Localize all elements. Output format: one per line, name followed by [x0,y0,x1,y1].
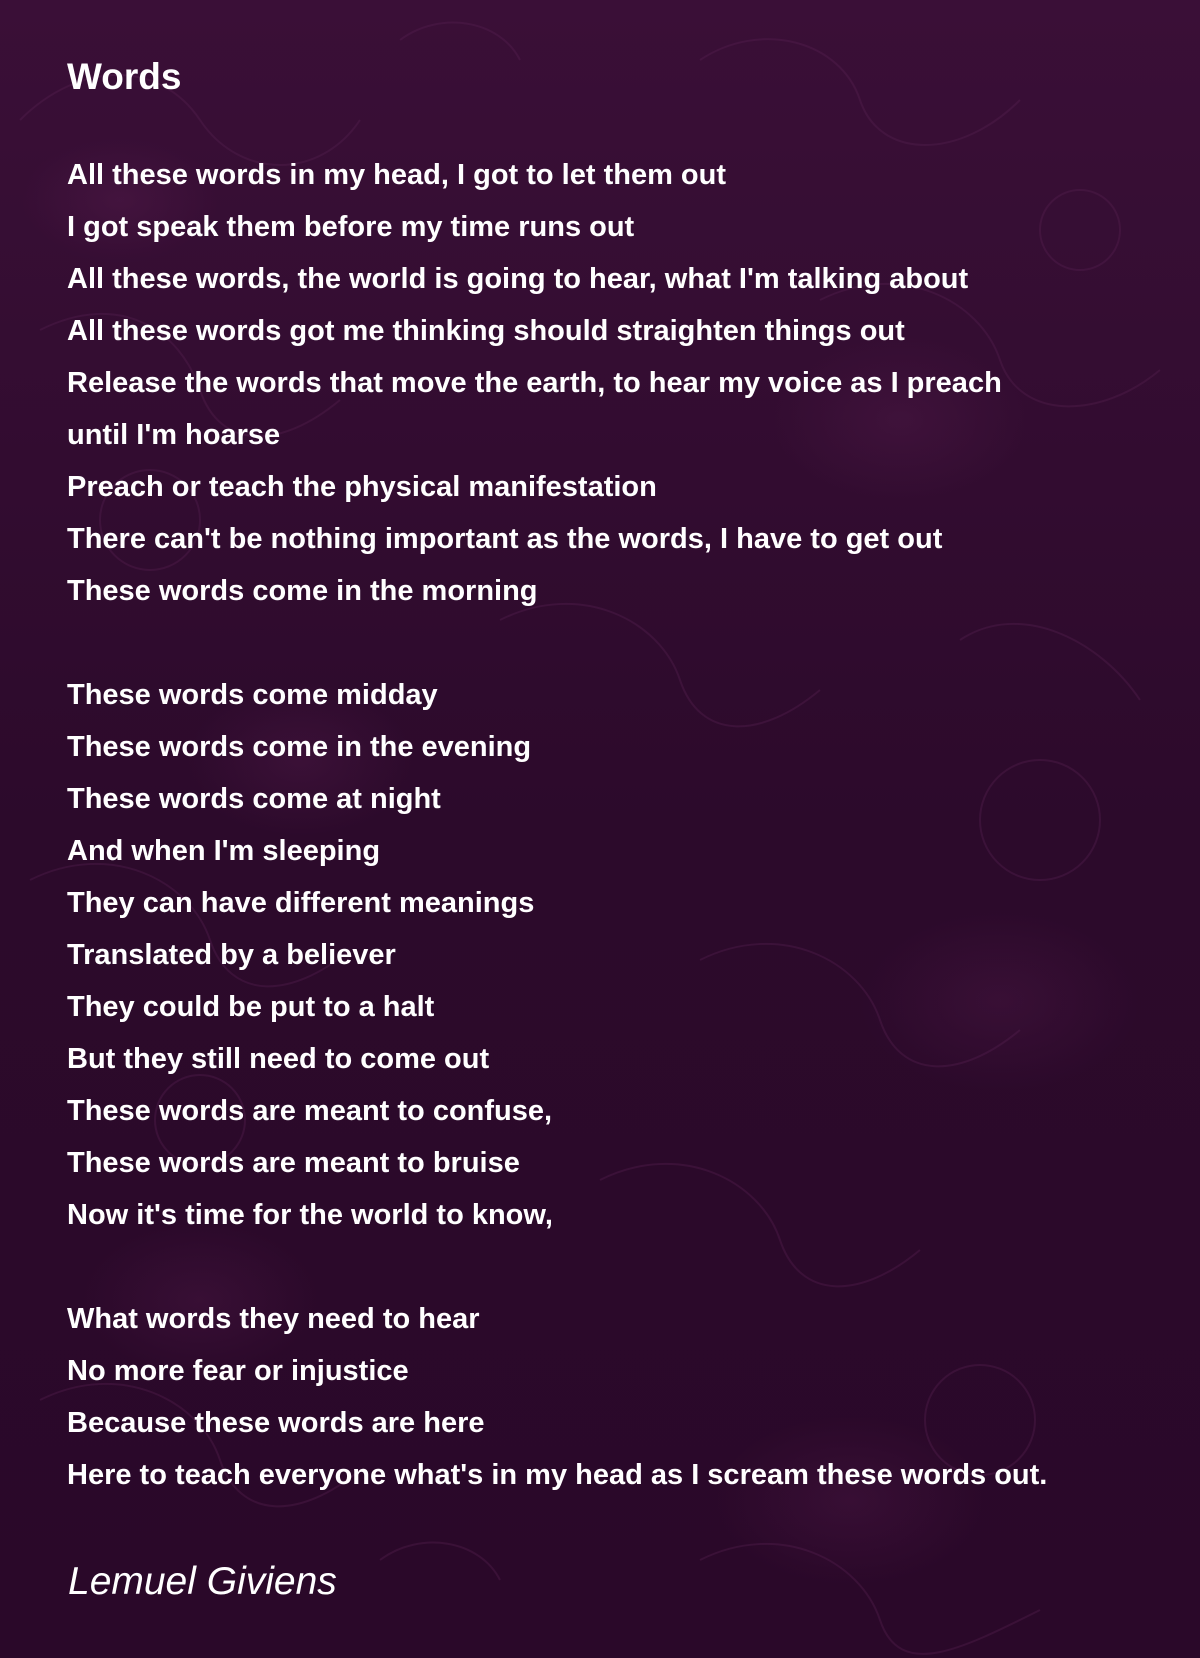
poem-title: Words [67,56,182,97]
poem-line: Release the words that move the earth, to hear my voice as I preach [67,367,1002,399]
poem-line: There can't be nothing important as the words, I have to get out [67,523,943,555]
stanza-break [67,1241,1187,1293]
poem-body [67,149,1187,1501]
stanza-3 [67,1293,1187,1501]
poem-line: And when I'm sleeping [67,835,381,867]
poem-line: Preach or teach the physical manifestation [67,471,657,503]
poem-line: These words come in the morning [67,575,538,607]
poem-line: They could be put to a halt [67,991,435,1023]
stanza-1 [67,149,1187,617]
poem-line: These words come at night [67,783,441,815]
poem-line: All these words got me thinking should straighten things out [67,315,905,347]
poem-line: These words are meant to confuse, [67,1095,553,1127]
poem-line: They can have different meanings [67,887,535,919]
poem-line: until I'm hoarse [67,419,281,451]
poem-line: Because these words are here [67,1407,485,1439]
poem-line: All these words, the world is going to hear, what I'm talking about [67,263,969,295]
poem-line: All these words in my head, I got to let them out [67,159,726,191]
poem-line: But they still need to come out [67,1043,490,1075]
poem-line: These words are meant to bruise [67,1147,520,1179]
stanza-break [67,617,1187,669]
poem-line: What words they need to hear [67,1303,480,1335]
stanza-2 [67,669,1187,1241]
poem-line: I got speak them before my time runs out [67,211,635,243]
poem-line: No more fear or injustice [67,1355,409,1387]
poem-author: Lemuel Giviens [68,1560,337,1603]
poem-line: These words come in the evening [67,731,532,763]
poem-line: Now it's time for the world to know, [67,1199,553,1231]
poem-line: Here to teach everyone what's in my head as I scream these words out. [67,1459,1048,1491]
poem-line: These words come midday [67,679,438,711]
poem-line: Translated by a believer [67,939,396,971]
